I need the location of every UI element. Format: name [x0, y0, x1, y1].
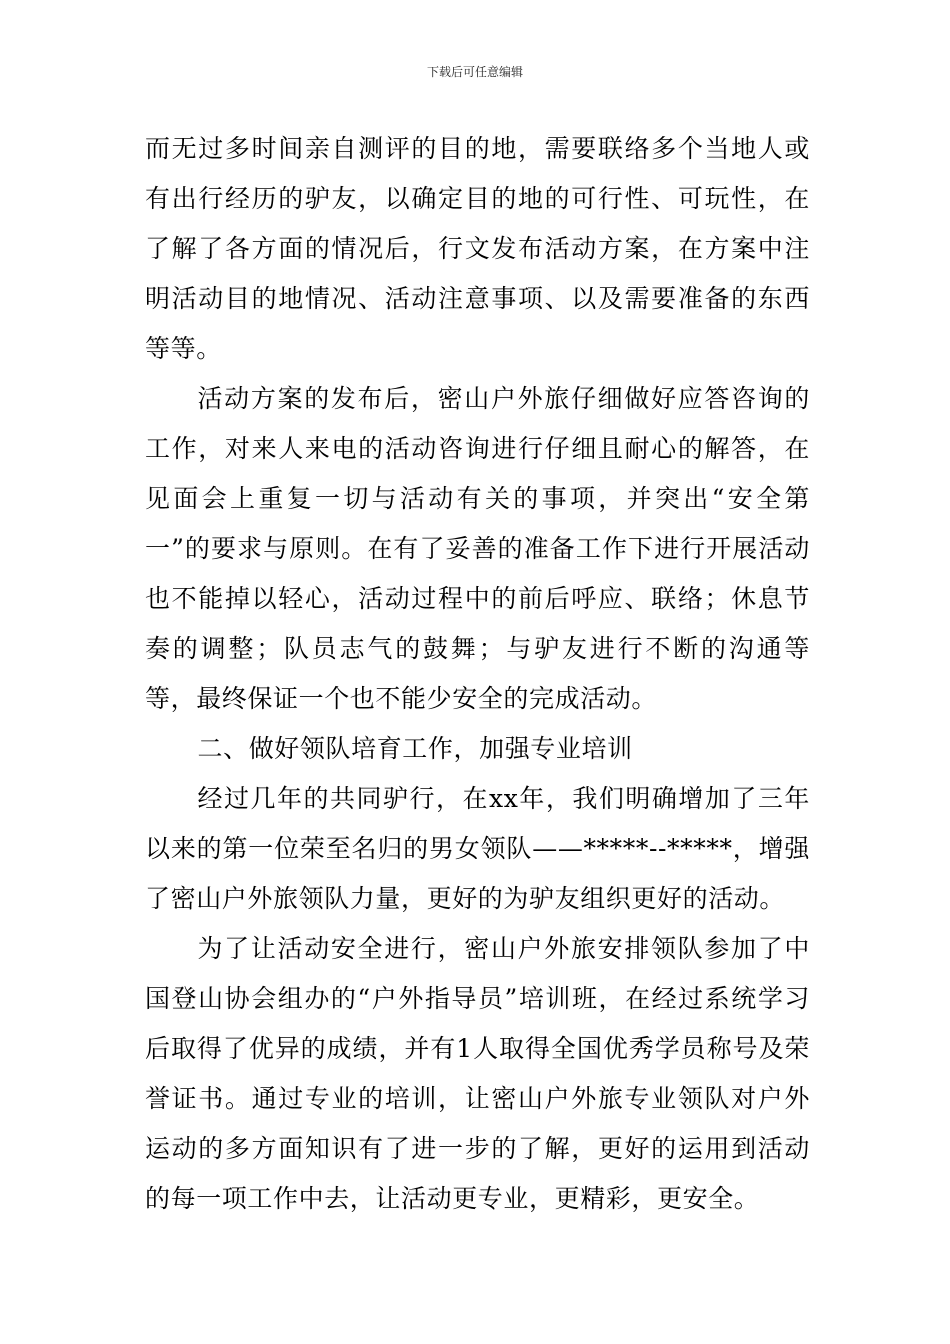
document-body — [145, 124, 810, 1224]
paragraph-professional-training: 为了让活动安全进行，密山户外旅安排领队参加了中国登山协会组办的“户外指导员”培训班，在经过系统学习后取得了优异的成绩，并有1人取得全国优秀学员称号及荣誉证书。通过专业的培训，让密山户外旅专业领队对户外运动的多方面知识有了进一步的了解，更好的运用到活动的每一项工作中去，让活动更专业，更精彩，更安全。 — [145, 934, 810, 1213]
paragraph-continued: 而无过多时间亲自测评的目的地，需要联络多个当地人或有出行经历的驴友，以确定目的地的可行性、可玩性，在了解了各方面的情况后，行文发布活动方案，在方案中注明活动目的地情况、活动注意事项、以及需要准备的东西等等。 — [145, 134, 810, 363]
section-heading-leader-training: 二、做好领队培育工作，加强专业培训 — [197, 734, 633, 763]
paragraph-new-leaders: 经过几年的共同驴行，在xx年，我们明确增加了三年以来的第一位荣至名归的男女领队——*****--*****，增强了密山户外旅领队力量，更好的为驴友组织更好的活动。 — [145, 784, 810, 913]
paragraph-activity-plan: 活动方案的发布后，密山户外旅仔细做好应答咨询的工作，对来人来电的活动咨询进行仔细且耐心的解答，在见面会上重复一切与活动有关的事项，并突出“安全第一”的要求与原则。在有了妥善的准备工作下进行开展活动也不能掉以轻心，活动过程中的前后呼应、联络；休息节奏的调整；队员志气的鼓舞；与驴友进行不断的沟通等等，最终保证一个也不能少安全的完成活动。 — [145, 384, 810, 713]
page-header-note: 下载后可任意编辑 — [426, 65, 523, 79]
